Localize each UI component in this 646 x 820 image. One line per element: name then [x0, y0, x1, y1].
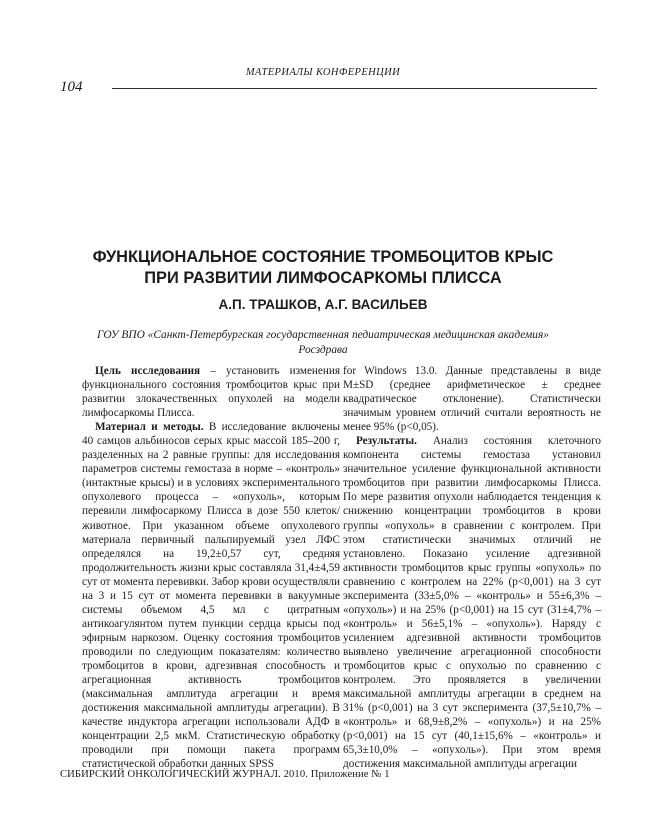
aim-paragraph	[82, 364, 340, 420]
results-text: Анализ состояния клеточного компонента системы гемостаза установил значительное усиление функциональной активности тромбоцитов при развитии лимфосаркомы Плисса. По мере развития опухоли наблюдается тенденция к снижению концентрации тромбоцитов в крови группы «опухоль» в сравнении с контролем. При этом статистически значимых отличий не установлено. Показано усиление адгезивной активности тромбоцитов крыс группы «опухоль» по сравнению с контролем на 22% (p<0,001) на 3 сут эксперимента (33±5,0% – «контроль» и 55±6,3% – «опухоль») и на 25% (p<0,001) на 15 сут (31±4,7% – «контроль» и 56±5,1% – «опухоль»). Наряду с усилением адгезивной активности тромбоцитов выявлено увеличение агрегационной способности тромбоцитов крыс с опухолью по сравнению с контролем. Это проявляется в увеличении максимальной амплитуды агрегации в среднем на 31% (p<0,001) на 3 сут эксперимента (37,5±10,7% – «контроль» и 68,9±8,2% – «опухоль») и на 25% (p<0,001) на 15 сут (40,1±15,6% – «контроль» и 65,3±10,0% – «опухоль»). При этом время достижения максимальной амплитуды агрегации	[343, 435, 601, 771]
methods-paragraph	[82, 420, 340, 771]
right-column	[343, 364, 601, 771]
running-head: МАТЕРИАЛЫ КОНФЕРЕНЦИИ	[245, 67, 401, 78]
results-heading: Результаты.	[356, 435, 417, 448]
results-paragraph	[343, 434, 601, 771]
methods-continued: for Windows 13.0. Данные представлены в виде M±SD (среднее арифметическое ± среднее квадратическое отклонение). Статистически значимым уровнем отличий считали вероятность не менее 95% (p<0,05).	[343, 365, 601, 434]
page-number: 104	[60, 79, 83, 95]
article-title	[0, 247, 646, 289]
title-line-1: ФУНКЦИОНАЛЬНОЕ СОСТОЯНИЕ ТРОМБОЦИТОВ КРЫС	[92, 248, 554, 266]
authors: А.П. ТРАШКОВ, А.Г. ВАСИЛЬЕВ	[218, 297, 428, 312]
header-rule	[112, 88, 597, 89]
left-column	[82, 364, 340, 771]
affiliation	[0, 328, 646, 357]
affiliation-line-2: Росздрава	[298, 343, 348, 356]
journal-footer: СИБИРСКИЙ ОНКОЛОГИЧЕСКИЙ ЖУРНАЛ. 2010. Приложение № 1	[60, 769, 390, 780]
methods-heading: Материал и методы.	[95, 421, 204, 434]
methods-text: В исследование включены 40 самцов альбиносов серых крыс массой 185–200 г, разделенных на 2 равные группы: для исследования параметров системы гемостаза в норме – «контроль» (интактные крысы) и в условиях экспериментального опухолевого процесса – «опухоль», которым перевили лимфосаркому Плисса в дозе 550 клеток/животное. При указанном объеме опухолевого материала первичный пальпируемый узел ЛФС определялся на 19,2±0,57 сут, средняя продолжительность жизни крыс составляла 31,4±4,59 сут от момента перевивки. Забор крови осуществляли на 3 и 15 сут от момента перевивки в вакуумные системы объемом 4,5 мл с цитратным антикоагулянтом путем пункции сердца крысы под эфирным наркозом. Оценку состояния тромбоцитов проводили по следующим показателям: количество тромбоцитов в крови, адгезивная способность и агрегационная активность тромбоцитов (максимальная амплитуда агрегации и время достижения максимальной амплитуды агрегации). В качестве индуктора агрегации использовали АДФ в концентрации 2,5 мкМ. Статистическую обработку проводили при помощи пакета программ статистической обработки данных SPSS	[82, 421, 340, 771]
aim-text: – установить изменения функционального состояния тромбоцитов крыс при развитии злокачественных опухолей на модели лимфосаркомы Плисса.	[82, 365, 340, 420]
aim-heading: Цель исследования	[95, 365, 201, 377]
affiliation-line-1: ГОУ ВПО «Санкт-Петербургская государственная педиатрическая медицинская академия»	[96, 329, 549, 341]
title-line-2: ПРИ РАЗВИТИИ ЛИМФОСАРКОМЫ ПЛИССА	[144, 269, 502, 287]
